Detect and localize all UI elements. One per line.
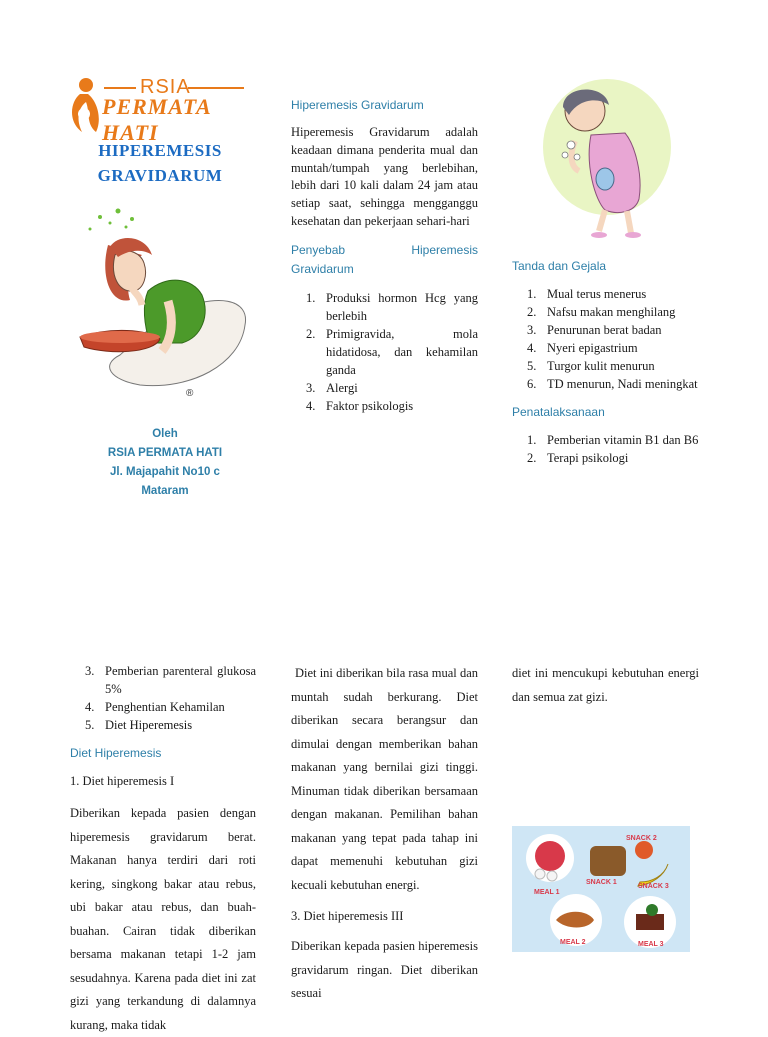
meal3-label: MEAL 3 [638,941,664,948]
list-item: 1. Mual terus menerus [527,287,647,301]
definition-section [291,98,478,415]
hospital-logo [66,72,256,145]
list-item: 5. Diet Hiperemesis [85,718,193,732]
snack3-label: SNACK 3 [638,883,669,890]
causes-heading-word2: Hiperemesis [411,242,478,257]
author-block [70,425,260,501]
diet-3-title: 3. Diet hiperemesis III [291,909,404,923]
diet-heading: Diet Hiperemesis [70,746,162,760]
causes-heading [291,241,478,279]
definition-text: Hiperemesis Gravidarum adalah keadaan dimana penderita mual dan muntah/tumpah yang berlebihan, lebih dari 10 kali dalam 24 jam atau setiap saat, sehingga mengganggu kesehatan dan pekerjaan sehari-hari [291,125,478,228]
organization-name: RSIA PERMATA HATI [107,447,223,459]
symptoms-list [512,285,699,393]
symptoms-heading: Tanda dan Gejala [512,259,607,273]
diet-section-1 [70,662,256,1037]
meal1-label: MEAL 1 [534,889,560,896]
title-line-2: GRAVIDARUM [97,166,223,185]
snack1-label: SNACK 1 [586,879,617,886]
list-item: 3. Penurunan berat badan [527,323,662,337]
list-item: 1. Produksi hormon Hcg yang berlebih [306,290,478,323]
list-item: 2. Nafsu makan menghilang [527,305,676,319]
list-item: 2. Primigravida, mola hidatidosa, dan kehamilan ganda [306,326,478,377]
address-line: Jl. Majapahit No10 c [110,466,220,478]
treatment-list-continued [70,662,256,734]
diet-1-text: Diberikan kepada pasien dengan hiperemesis gravidarum berat. Makanan hanya terdiri dari roti kering, singkong bakar atau rebus, ubi bakar atau rebus, dan buah-buahan. Cairan tidak diberikan bersama makanan tetapi 1-2 jam sesudahnya. Karena pada diet ini zat gizi yang terkandung di dalamnya kurang, maka tidak [70,806,256,1032]
registered-mark: ® [186,388,194,399]
vomiting-girl-illustration [535,75,675,240]
list-item: 1. Pemberian vitamin B1 dan B6 [527,433,699,447]
by-label: Oleh [152,428,178,440]
causes-list [291,289,478,415]
causes-heading-line2: Gravidarum [291,261,354,276]
treatment-heading: Penatalaksanaan [512,405,605,419]
diet-section-2 [291,662,478,1006]
nauseous-woman-illustration [70,205,250,400]
diet-1-title: 1. Diet hiperemesis I [70,774,175,788]
meal2-label: MEAL 2 [560,939,586,946]
list-item: 4. Nyeri epigastrium [527,341,638,355]
logo-brand-text: PERMATA HATI [102,94,211,145]
snack2-label: SNACK 2 [626,835,657,842]
list-item: 3. Pemberian parenteral glukosa 5% [85,664,256,696]
diet-3-text: Diberikan kepada pasien hiperemesis gravidarum ringan. Diet diberikan sesuai [291,939,478,1000]
list-item: 3. Alergi [306,380,358,395]
title-line-1: HIPEREMESIS [98,141,222,160]
treatment-list [512,431,699,467]
meals-illustration [512,826,690,952]
list-item: 6. TD menurun, Nadi meningkat [527,377,698,391]
list-item: 5. Turgor kulit menurun [527,359,655,373]
city-line: Mataram [141,485,189,497]
diet-2-text: Diet ini diberikan bila rasa mual dan muntah sudah berkurang. Diet diberikan secara berangsur dan dimulai dengan memberikan bahan makanan yang bernilai gizi tinggi. Minuman tidak diberikan bersamaan dengan makanan. Pemilihan bahan makanan yang tepat pada tahap ini dapat memenuhi kebutuhan gizi kecuali kebutuhan energi. [291,666,478,892]
list-item: 4. Faktor psikologis [306,398,414,413]
causes-heading-word1: Penyebab [291,242,346,257]
definition-heading: Hiperemesis Gravidarum [291,98,424,112]
list-item: 2. Terapi psikologi [527,451,629,465]
diet-section-3 [512,662,699,709]
logo-rsia-text: RSIA [140,76,191,98]
list-item: 4. Penghentian Kehamilan [85,700,225,714]
symptoms-section [512,259,699,467]
diet-3-continued: diet ini mencukupi kebutuhan energi dan semua zat gizi. [512,666,699,704]
page-title [60,138,260,188]
